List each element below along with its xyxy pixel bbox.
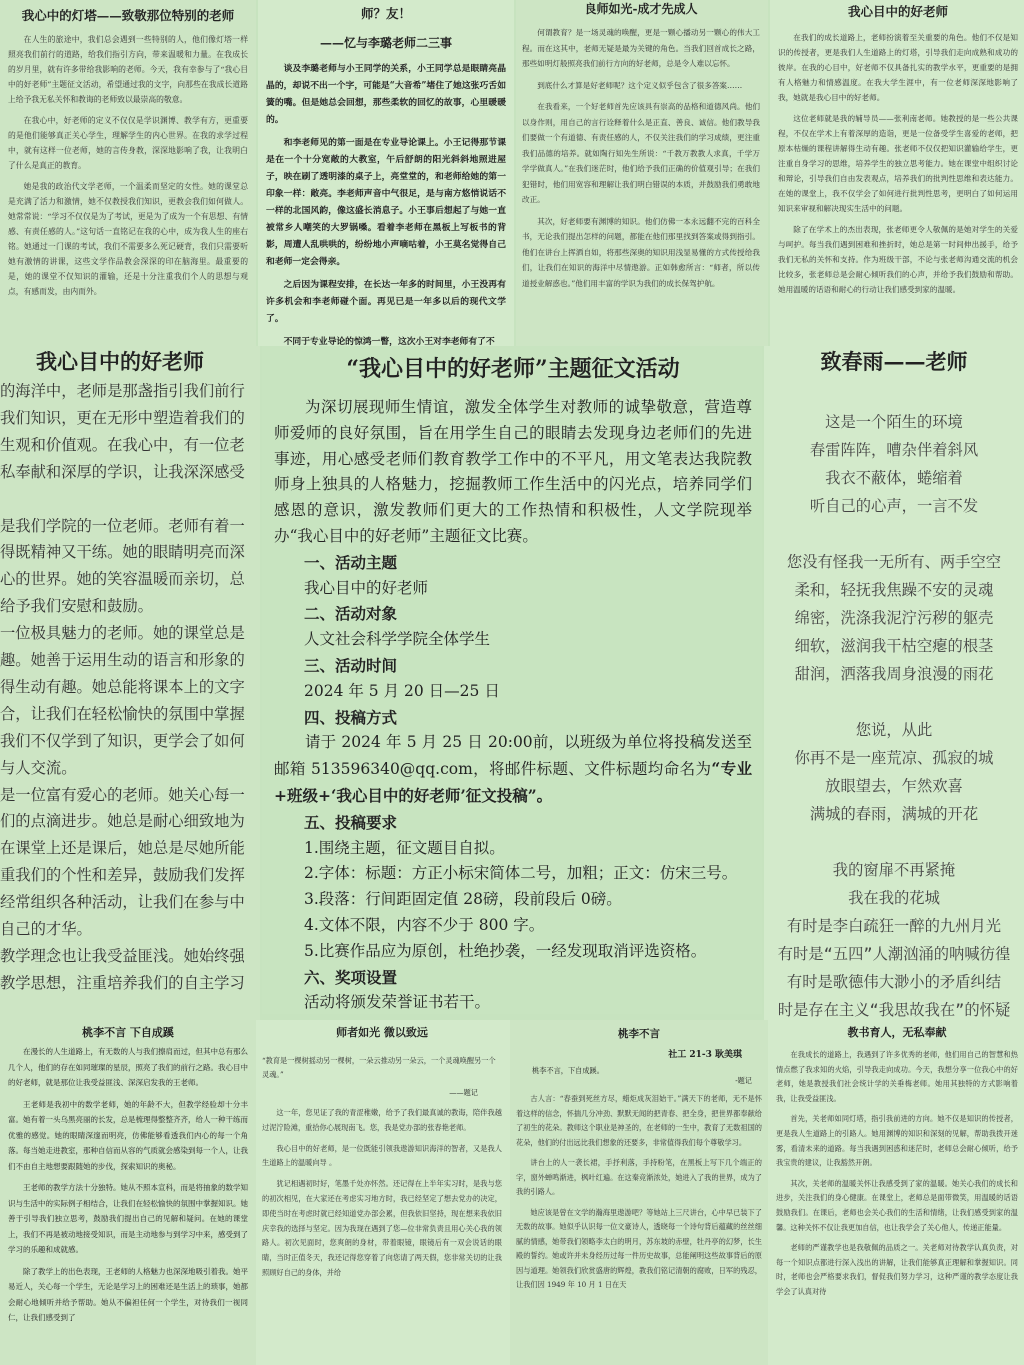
poem-line: 你再不是一座荒凉、孤寂的城 bbox=[794, 749, 994, 767]
poem-panel bbox=[764, 346, 1024, 1020]
blank-line bbox=[0, 486, 260, 513]
essay-line: 心的世界。她的笑容温暖而亲切，总 bbox=[0, 570, 245, 589]
poem-line: 有时是歌德伟大渺小的矛盾纠结 bbox=[786, 973, 1002, 991]
essay-paragraph: 在我看来，一个好老师首先应该具有崇高的品格和道德风尚。他们以身作则，用自己的言行诠释着什么是正直、善良、诚信。他们教导我们要做一个有道德、有责任感的人，不仅关注我们的学习成绩，更注重我们品德的培养。就如陶行知先生所说：“千教万教教人求真，千学万学学做真人。”在我们迷茫时，他们给予我们正确的价值观引导；在我们犯错时，他们用宽容和理解让我们明白错误的本质，并鼓励我们勇敢地改正。 bbox=[522, 102, 760, 204]
section-heading-submission: 四、投稿方式 bbox=[304, 707, 398, 727]
poem-line: 春雷阵阵，嘈杂伴着斜风 bbox=[809, 441, 979, 459]
essay-line: 的海洋中，老师是那盏指引我们前行 bbox=[0, 382, 245, 400]
essay-paragraph: 何谓教育？是一场灵魂的唤醒，更是一颗心播动另一颗心的伟大工程。而在这其中，老师无疑是最为关键的角色。当我们回首成长之路，那些如明灯般照亮我们前行方向的好老师，总是令人难以忘怀。 bbox=[522, 28, 760, 68]
essay-paragraph: 和李老师见的第一面是在专业导论课上。小王记得那节课是在一个十分宽敞的大教室，午后舒朗的阳光斜斜地照进屋子，映在刷了透明漆的桌子上，亮堂堂的，和老师给她的第一印象一样：敞亮。李老师声音中气很足，是与南方悠悄说话不一样的北国风韵，像这盛长消息子。小王事后想起了与她一直被常乡人嘲笑的大罗锅嗓。看着李老师在黑板上写板书的背影，周遭人乱哄哄的，纷纷地小声嘀咕着，小王莫名觉得自己和老师一定会得亲。 bbox=[266, 138, 506, 267]
essay-title: 教书育人，无私奉献 bbox=[847, 1026, 947, 1039]
epigraph: 桃李不言，下自成蹊。 bbox=[532, 1066, 604, 1075]
poem-stanza bbox=[764, 716, 1024, 828]
essay-paragraph: 这一年，您见证了我的青涩稚嫩，给予了我们最真诚的教诲，陪伴我越过泥泞险滩，重拾你心展现南飞。您，我是党办部的张春艳老师。 bbox=[262, 1108, 502, 1132]
epigraph-signature: ——题记 bbox=[449, 1088, 478, 1097]
essay-line: 与人交流。 bbox=[0, 758, 77, 777]
poem-stanza bbox=[764, 408, 1024, 520]
essay-panel-left-large bbox=[0, 346, 260, 1020]
poem-line: 有时是李白疏狂一醉的九州月光 bbox=[786, 917, 1002, 935]
essay-paragraph: 古人言：“春蚕到死丝方尽，蜡炬成灰泪始干。”满天下的老师，无不是怀着这样的信念，怀揣几分冲劲、默默无闻的把青春、把全身，把世界都奉献给了初生的花朵。教师这个职业是神圣的，在老师的一生中，教育了无数祖国的花朵，他们的付出远比我们想象的还要多，非常值得我们每个尊敬学习。 bbox=[516, 1094, 762, 1147]
requirement-item: 1.围绕主题，征文题目自拟。 bbox=[304, 838, 505, 857]
essay-paragraph: 在人生的旅途中，我们总会遇到一些特别的人，他们像灯塔一样照亮我们前行的道路，给我们指引方向，带来温暖和力量。在我成长的岁月里，就有许多带给我影响的老师。今天，我有幸参与了“我心目中的好老师”主题征文活动，希望通过我的文字，向那些在我成长道路上给予我无私关怀和教诲的老师致以最崇高的敬意。 bbox=[8, 35, 248, 104]
essay-paragraph: 在我成长的道路上，我遇到了许多优秀的老师，他们用自己的智慧和热情点燃了我求知的火焰，引导我走向成功。今天，我想分享一位我心中的好老师，她是教授我们社会统计学的关垂梅老师。她用其独特的方式影响着我，让我受益匪浅。 bbox=[776, 1050, 1018, 1103]
essay-line: 我们知识，更在无形中塑造着我们的 bbox=[0, 408, 245, 427]
poem-line: 细软，滋润我干枯空瘪的根茎 bbox=[794, 637, 994, 655]
audience-text: 人文社会科学学院全体学生 bbox=[304, 630, 491, 649]
poem-line: 这是一个陌生的环境 bbox=[825, 413, 963, 431]
essay-title: 我心中的灯塔——致敬那位特别的老师 bbox=[21, 8, 235, 23]
essay-line: 是一位富有爱心的老师。她关心每一 bbox=[0, 785, 245, 804]
essay-panel-peach-plum-1 bbox=[0, 1020, 256, 1365]
poem-line: 放眼望去，乍然欢喜 bbox=[825, 777, 963, 795]
poem-line: 甜润，洒落我周身浪漫的雨花 bbox=[794, 665, 994, 683]
poem-line: 时是存在主义“我思故我在”的怀疑 bbox=[777, 1001, 1011, 1019]
essay-panel-ideal-teacher bbox=[770, 0, 1024, 346]
essay-paragraph: 除了在学术上的杰出表现，张老师更令人敬佩的是她对学生的关爱与呵护。每当我们遇到困难和挫折时，她总是第一时间伸出援手，给予我们无私的关怀和支持。作为班级干部，不论与张老师沟通交流的机会比较多，张老师总是会耐心倾听我们的心声，并给予我们鼓励和帮助。她用温暖的话语和耐心的行动让我们感受到家的温暖。 bbox=[778, 225, 1018, 294]
essay-panel-lighthouse bbox=[0, 0, 256, 346]
essay-panel-good-teacher-light bbox=[516, 0, 768, 346]
essay-line: 私奉献和深厚的学识，让我深深感受 bbox=[0, 462, 245, 481]
essay-paragraph: 其次，好老师要有渊博的知识。他们仿佛一本永远翻不完的百科全书，无论我们提出怎样的问题，都能在他们那里找到答案或得到指引。他们在讲台上挥洒自如，将那些深奥的知识用浅显易懂的方式传授给我们，让我们在知识的海洋中尽情遨游。正如韩愈所言：“师者，所以传道授业解惑也。”他们用丰富的学识为我们的成长保驾护航。 bbox=[522, 216, 760, 288]
poem-title: 致春雨——老师 bbox=[820, 349, 968, 374]
poem-line: 绵密，洗涤我泥泞污秽的躯壳 bbox=[794, 609, 994, 627]
essay-paragraph: 之后因为课程安排，在长达一年多的时间里，小王没再有许多机会和李老师碰个面。再见已是一年多以后的现代文学了。 bbox=[266, 280, 506, 324]
essay-title: 我心目中的好老师 bbox=[36, 349, 204, 374]
submission-naming-rule: “专业+班级+‘我心目中的好老师’征文投稿”。 bbox=[274, 759, 752, 805]
essay-title: 师者如光 微以致远 bbox=[336, 1026, 428, 1039]
essay-line: 趣。她善于运用生动的语言和形象的 bbox=[0, 651, 245, 670]
poem-body bbox=[764, 408, 1024, 1020]
essay-line: 得既精神又干练。她的眼睛明亮而深 bbox=[0, 543, 245, 562]
essay-line: 合，让我们在轻松愉快的氛围中掌握 bbox=[0, 704, 245, 723]
essay-line: 得生动有趣。她总能将课本上的文字 bbox=[0, 677, 245, 696]
essay-line: 我们不仅学到了知识，更学会了如何 bbox=[0, 731, 245, 750]
essay-paragraph: 这位老师就是我的辅导员——张利南老师。她教授的是一些公共课程，不仅在学术上有着深厚的造诣，更是一位备受学生喜爱的老师，把原本枯燥的课程讲解得生动有趣。张老师不仅仅把知识灌输给学生，更注重自身学习的思维，培养学生的独立思考能力。她在课堂中组织讨论和辩论，引导我们自由发表观点，培养我们的批判性思维和表达能力。在她的课堂上，我不仅学会了如何进行批判性思考，更明白了如何运用知识来审视和解决现实生活中的问题。 bbox=[778, 114, 1018, 213]
essay-line: 是我们学院的一位老师。老师有着一 bbox=[0, 516, 245, 535]
essay-paragraph: 除了教学上的出色表现，王老师的人格魅力也深深地吸引着我。她平易近人，关心每一个学生，无论是学习上的困难还是生活上的琐事，她都会耐心地倾听并给予帮助。她从不偏袒任何一个学生，对待我们一视同仁，让我们感受到了 bbox=[8, 1266, 248, 1322]
essay-paragraph: 犹记相遇初时好，笔墨千处亦怀然。还记得在上半年实习时，是我与您的初次相见，在大家还在考虑实习地方时，我已经坚定了想去党办的决定，即使当时在考虑时就已经知道党办部会累，但我依旧坚持，现在想来我依旧庆幸我的选择与坚定。因为我现在遇到了您—位非常负责且用心关心我的领路人。初次见面时，您爽朗的身材，带着眼镜，眼镜后有一双会说话的眼睛，当时正值冬天，我还记得您穿着了向您请了两天假，您非常关切的让我照顾好自己的身体，并给 bbox=[262, 1179, 502, 1277]
essay-line: 在课堂上还是课后，她总是尽她所能 bbox=[0, 839, 245, 858]
essay-paragraph: 老师的严谨教学也是我敬佩的品质之一。关老师对待教学认真负责，对每一个知识点都进行深入浅出的讲解，让我们能够真正理解和掌握知识。同时，老师也会严格要求我们，督促我们努力学习，这种严谨的教学态度让我学会了认真对待 bbox=[776, 1243, 1018, 1296]
announcement-title: “我心目中的好老师”主题征文活动 bbox=[346, 356, 680, 382]
essay-paragraph: 她应该是曾在文学的瀚海里遨游吧？等她站上三尺讲台，心中早已装下了无数的故事。她似乎认识每一位文豪诗人，透晓每一个诗句背后蕴藏的丝丝细腻的情感，她带我们领略李太白的明月，苏东坡的赤壁，牡丹亭的幻梦，长生殿的誓约。她或许并未身经历过每一件历史故事，总能阐明这些故事背后的原因与道理。她领我们欣赏盛唐的辉煌，教我们铭记清朝的腐败，日军的残忍，让我们因 1949 年 10 月 1 日在天 bbox=[516, 1207, 762, 1289]
announcement-panel bbox=[262, 346, 762, 1014]
essay-title: 桃李不言 bbox=[618, 1028, 660, 1040]
essay-title: 师？友！ bbox=[360, 6, 411, 21]
essay-paragraph: 王老师的教学方法十分独特。她从不照本宣科，而是将抽象的数学知识与生活中的实际例子相结合，让我们在轻松愉快的氛围中掌握知识。她善于引导我们独立思考，鼓励我们提出自己的见解和疑问。在她的课堂上，我们不再是被动地接受知识，而是主动地参与到学习中来，感受到了学习的乐趣和成就感。 bbox=[8, 1183, 248, 1254]
essay-line: 自己的才华。 bbox=[0, 920, 92, 939]
requirement-item: 4.文体不限，内容不少于 800 字。 bbox=[304, 915, 545, 934]
essay-paragraph: 不同于专业导论的惊鸿一瞥，这次小王对李老师有了不 bbox=[283, 337, 495, 346]
essay-line: 教学理念也让我受益匪浅。她始终强 bbox=[0, 947, 245, 966]
section-heading-audience: 二、活动对象 bbox=[304, 604, 398, 624]
essay-panel-teacher-friend bbox=[258, 0, 514, 346]
essay-line: 经常组织各种活动，让我们在参与中 bbox=[0, 893, 245, 912]
essay-author: 社工 21-3 耿美琪 bbox=[668, 1050, 742, 1060]
essay-paragraph: 在漫长的人生道路上，有无数的人与我们擦肩而过，但其中总有那么几个人，他们的存在如同璀璨的星辰，照亮了我们的前行之路。我心目中的好老师，就是那位让我受益匪浅、深深启发我的王老师。 bbox=[8, 1047, 248, 1087]
section-heading-requirements: 五、投稿要求 bbox=[304, 812, 398, 832]
essay-line: 重我们的个性和差异，鼓励我们发挥 bbox=[0, 866, 245, 885]
essay-line: 一位极具魅力的老师。她的课堂总是 bbox=[0, 624, 245, 643]
poem-line: 我在我的花城 bbox=[848, 889, 940, 907]
essay-line: 生观和价值观。在我心中，有一位老 bbox=[0, 435, 245, 454]
announcement-intro: 为深切展现师生情谊，激发全体学生对教师的诚挚敬意，营造尊师爱师的良好氛围，旨在用学生自己的眼睛去发现身边老师们的先进事迹，用心感受老师们教育教学工作中的不平凡，用文笔表达我院教师身上独具的人格魅力，挖掘教师工作生活中的闪光点，培养同学们感恩的意识，激发教师们更大的工作热情和积极性，人文学院现举办“我心目中的好老师”主题征文比赛。 bbox=[274, 398, 752, 545]
essay-panel-selfless-teaching bbox=[768, 1020, 1024, 1365]
essay-panel-peach-plum-2 bbox=[510, 1020, 768, 1365]
awards-text: 活动将颁发荣誉证书若干。 bbox=[304, 993, 491, 1012]
theme-text: 我心目中的好老师 bbox=[304, 578, 429, 597]
poem-line: 柔和，轻抚我焦躁不安的灵魂 bbox=[794, 581, 994, 599]
poem-line: 满城的春雨，满城的开花 bbox=[809, 805, 979, 823]
essay-title: 我心目中的好老师 bbox=[847, 4, 948, 19]
essay-body bbox=[0, 378, 260, 997]
essay-paragraph: 我心目中的好老师，是一位既能引领我遨游知识海洋的智者，又是我人生道路上的温暖向导 。 bbox=[262, 1143, 502, 1168]
time-text: 2024 年 5 月 20 日—25 日 bbox=[304, 681, 500, 700]
essay-paragraph: 讲台上的人一袭长裙，手抒利落，手持粉笔，在黑板上写下几个端正的字，窗外蝉鸣渐进，枫叶红遍。在这秦竞渐浓处，她进入了我的世界，成为了我的引路人。 bbox=[516, 1158, 762, 1196]
essay-paragraph: 谈及李璐老师与小王同学的关系，小王同学总是眼睛亮晶晶的，却说不出一个字，可能是“大音希”堵住了她这张巧舌如簧的嘴。但是她总会回想，那些柔软的回忆的故事，心里暖暖的。 bbox=[266, 64, 506, 125]
requirement-item: 5.比赛作品应为原创，杜绝抄袭，一经发现取消评选资格。 bbox=[304, 941, 707, 960]
submission-text bbox=[274, 730, 752, 809]
essay-line: 教学思想，注重培养我们的自主学习 bbox=[0, 973, 245, 992]
poem-line: 我的窗扉不再紧掩 bbox=[832, 861, 956, 879]
essay-paragraph: 在我们的成长道路上，老师扮演着至关重要的角色。他们不仅是知识的传授者，更是我们人生道路上的灯塔，引导我们走向成熟和成功的彼岸。在我的心目中，好老师不仅具备扎实的教学水平，更重要的是拥有人格魅力和情感温度。在我大学生涯中，有一位老师深深地影响了我，她就是我心目中的好老师。 bbox=[778, 33, 1018, 102]
poem-stanza bbox=[764, 856, 1024, 1020]
poem-line: 我衣不蔽体，蜷缩着 bbox=[825, 469, 963, 487]
essay-line: 们的点滴进步。她总是耐心细致地为 bbox=[0, 812, 245, 831]
section-heading-awards: 六、奖项设置 bbox=[304, 967, 398, 987]
essay-line: 给予我们安慰和鼓励。 bbox=[0, 597, 153, 616]
requirement-item: 3.段落：行间距固定值 28磅，段前段后 0磅。 bbox=[304, 890, 622, 909]
poem-line: 有时是“五四”人潮汹涌的呐喊彷徨 bbox=[777, 945, 1011, 963]
essay-paragraph: 在我心中，好老师的定义不仅仅是学识渊博、教学有方，更重要的是他们能够真正关心学生，理解学生的内心世界。在我的求学过程中，就有这样一位老师，她的言传身教，深深地影响了我，让我明白了什么是真正的教育。 bbox=[8, 116, 248, 170]
requirement-item: 2.字体：标题：方正小标宋简体二号，加粗；正文：仿宋三号。 bbox=[304, 864, 738, 883]
essay-paragraph: 首先，关老师如同灯塔，指引我前进的方向。她不仅是知识的传授者，更是我人生道路上的引路人。她用渊博的知识和深刻的见解，帮助我拨开迷雾，看清未来的道路。每当我遇到困惑和迷茫时，老师总会耐心倾听，给予我宝贵的建议，让我豁然开朗。 bbox=[776, 1114, 1018, 1168]
poem-line: 听自己的心声，一言不发 bbox=[809, 497, 979, 515]
section-heading-time: 三、活动时间 bbox=[304, 655, 398, 675]
poem-line: 您没有怪我一无所有、两手空空 bbox=[786, 553, 1002, 571]
epigraph: “教育是一棵树摇动另一棵树，一朵云推动另一朵云，一个灵魂唤醒另一个灵魂。” bbox=[262, 1056, 496, 1079]
poem-line: 您说，从此 bbox=[855, 721, 933, 739]
section-heading-theme: 一、活动主题 bbox=[304, 552, 398, 572]
essay-panel-teacher-as-light bbox=[256, 1020, 510, 1365]
epigraph-signature: -题记 bbox=[735, 1076, 752, 1085]
poem-stanza bbox=[764, 548, 1024, 688]
essay-title: 桃李不言 下自成蹊 bbox=[82, 1026, 174, 1039]
essay-subtitle: ——忆与李璐老师二三事 bbox=[319, 36, 452, 50]
submission-instructions: 请于 2024 年 5 月 25 日 20:00前，以班级为单位将投稿发送至邮箱 513596340@qq.com，将邮件标题、文件标题均命名为 bbox=[274, 733, 752, 779]
essay-paragraph: 其次，关老师的温暖关怀让我感受到了家的温暖。她关心我们的成长和进步，关注我们的身心健康。在课堂上，老师总是面带微笑，用温暖的话语鼓励我们。在课后，老师也会关心我们的生活和情绪，让我们感受到家的温馨。这种关怀不仅让我更加自信，也让我学会了关心他人，传递正能量。 bbox=[776, 1178, 1018, 1232]
essay-paragraph: 王老师是我初中的数学老师，她的年龄不大，但教学经验却十分丰富。她有着一头乌黑亮丽的长发，总是梳理得整整齐齐，给人一种干练而优雅的感觉。她的眼睛深邃而明亮，仿佛能够看透我们内心的每一个角落。每当她走进教室，那种自信而从容的气质就会感染到每一个人，让我们不由自主地想要跟随她的步伐，探索知识的奥秘。 bbox=[8, 1099, 248, 1171]
essay-paragraph: 她是我的政治代文学老师，一个温柔而坚定的女性。她的课堂总是充满了活力和激情，她不仅教授我们知识，更教会我们如何做人。她常常说：“学习不仅仅是为了考试，更是为了成为一个有思想、有情感、有责任感的人。”这句话一直铭记在我的心中，成为我人生的座右铭。她通过一门课的考试，我们不需要多么死记硬背，我们只需要听她有激情的讲课，这些文学作品教会深深的印在脑海里。最重要的是，她的课堂不仅知识的灌输，还是十分注重我们个人的思想与观点，有感而发，由内而外。 bbox=[8, 182, 248, 296]
essay-paragraph: 到底什么才算是好老师呢？这个定义似乎包含了很多答案…… bbox=[537, 80, 743, 90]
essay-title: 良师如光-成才先成人 bbox=[584, 2, 698, 16]
